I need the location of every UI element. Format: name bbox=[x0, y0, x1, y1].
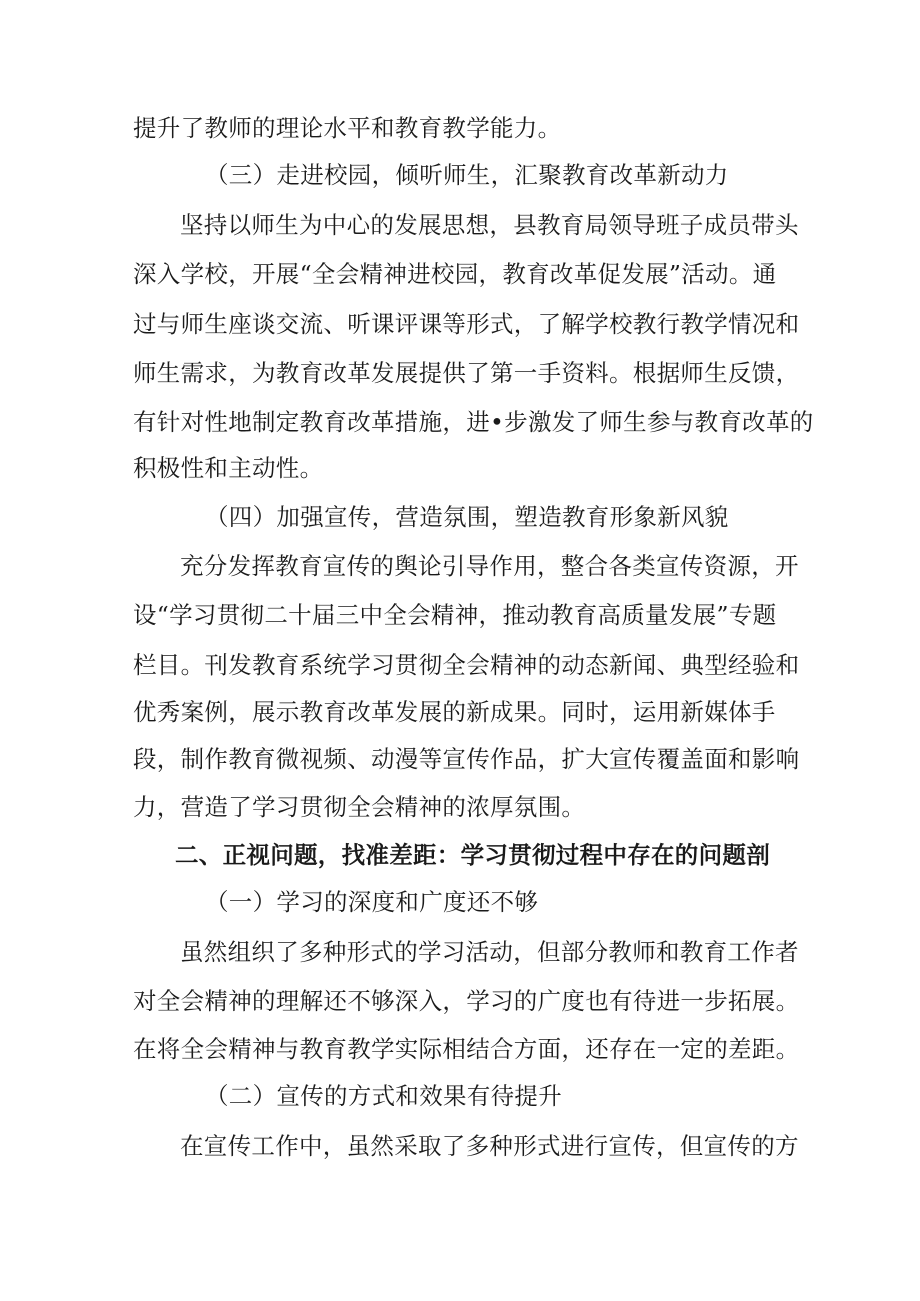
chapter-heading: 二、正视问题，找准差距：学习贯彻过程中存在的问题剖 bbox=[175, 841, 770, 869]
paragraph-line: 积极性和主动性。 bbox=[133, 454, 324, 482]
paragraph-line: 优秀案例，展示教育改革发展的新成果。同时，运用新媒体手 bbox=[133, 698, 776, 726]
paragraph-line: 虽然组织了多种形式的学习活动，但部分教师和教育工作者 bbox=[180, 938, 799, 966]
paragraph-line: 在将全会精神与教育教学实际相结合方面，还存在一定的差距。 bbox=[133, 1035, 800, 1063]
paragraph-line: 对全会精神的理解还不够深入，学习的广度也有待进一步拓展。 bbox=[133, 987, 800, 1015]
paragraph-line: 设“学习贯彻二十届三中全会精神，推动教育高质量发展”专题 bbox=[133, 601, 777, 629]
paragraph-line: 师生需求，为教育改革发展提供了第一手资料。根据师生反馈， bbox=[133, 359, 800, 387]
paragraph-line: 坚持以师生为中心的发展思想，县教育局领导班子成员带头 bbox=[180, 211, 799, 239]
paragraph-line: 提升了教师的理论水平和教育教学能力。 bbox=[133, 114, 562, 142]
paragraph-line: 过与师生座谈交流、听课评课等形式，了解学校教行教学情况和 bbox=[133, 310, 800, 338]
paragraph-line: 深入学校，开展“全会精神进校园，教育改革促发展”活动。通 bbox=[133, 260, 777, 288]
paragraph-line: 在宣传工作中，虽然采取了多种形式进行宣传，但宣传的方 bbox=[180, 1132, 799, 1160]
section-heading: （一）学习的深度和广度还不够 bbox=[205, 888, 539, 916]
section-heading: （三）走进校园，倾听师生，汇聚教育改革新动力 bbox=[205, 161, 729, 189]
section-heading: （二）宣传的方式和效果有待提升 bbox=[205, 1082, 562, 1110]
paragraph-line: 栏目。刊发教育系统学习贯彻全会精神的动态新闻、典型经验和 bbox=[133, 651, 800, 679]
section-heading: （四）加强宣传，营造氛围，塑造教育形象新风貌 bbox=[205, 503, 729, 531]
paragraph-line: 段，制作教育微视频、动漫等宣传作品，扩大宣传覆盖面和影响 bbox=[133, 745, 800, 773]
paragraph-line: 充分发挥教育宣传的舆论引导作用，整合各类宣传资源，开 bbox=[180, 552, 799, 580]
paragraph-line: 有针对性地制定教育改革措施，进•步激发了师生参与教育改革的 bbox=[133, 408, 814, 436]
paragraph-line: 力，营造了学习贯彻全会精神的浓厚氛围。 bbox=[133, 793, 586, 821]
